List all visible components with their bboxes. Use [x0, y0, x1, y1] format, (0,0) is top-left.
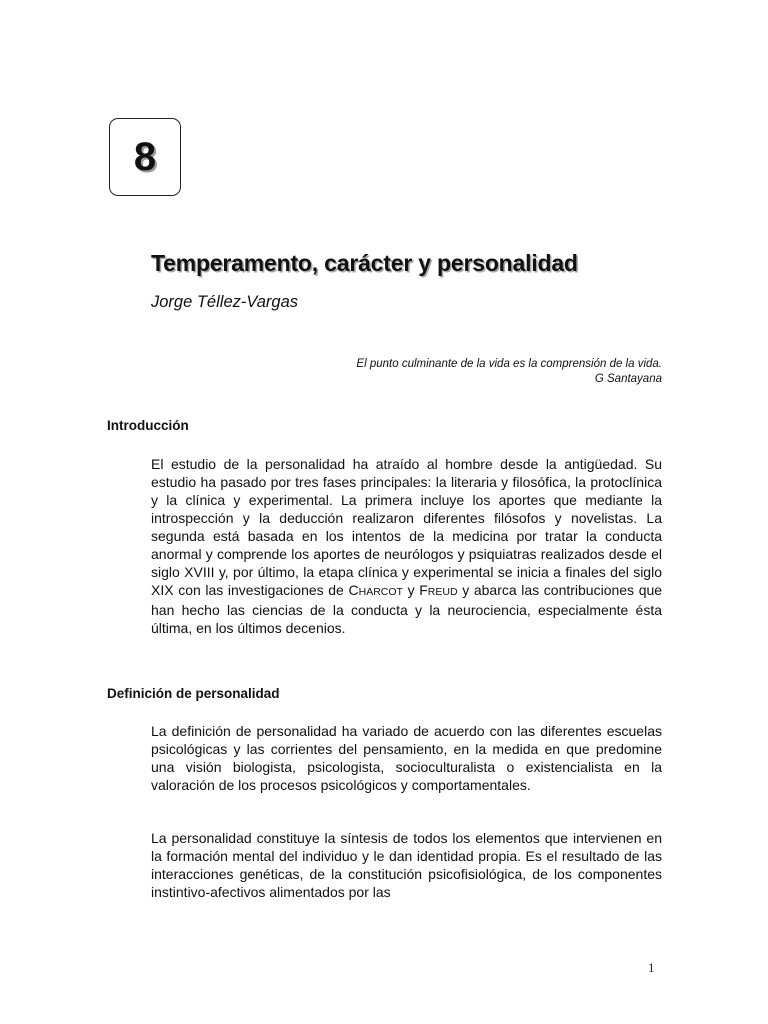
- section-heading-introduccion: Introducción: [107, 418, 189, 433]
- epigraph-attribution: G Santayana: [594, 373, 662, 385]
- intro-text-part1: El estudio de la personalidad ha atraído al hombre desde la antigüedad. Su estudio ha pasado por tres fases principales: la literaria y filosófica, la protoclínica y la clínica y experimental. La primera incluye los aportes que mediante la introspección y la deducción realizaron diferentes filósofos y novelistas. La segunda está basada en los intentos de la medicina por tratar la conducta anormal y comprende los aportes de neurólogos y psiquiatras realizados desde el siglo XVIII y, por último, la etapa clínica y experimental se inicia a finales del siglo XIX con las investigaciones de: [151, 456, 662, 598]
- name-charcot: CHARCOT: [348, 582, 403, 598]
- author-name: Jorge Téllez-Vargas: [151, 293, 299, 311]
- epigraph: [300, 357, 662, 387]
- definition-paragraph-2: La personalidad constituye la síntesis de todos los elementos que intervienen en la formación mental del individuo y le dan identidad propia. Es el resultado de las interacciones genéticas, de la constitución psicofisiológica, de los componentes instintivo-afectivos alimentados por las: [151, 830, 662, 900]
- epigraph-quote: El punto culminante de la vida es la comprensión de la vida.: [356, 358, 662, 370]
- name-freud: FREUD: [419, 582, 458, 598]
- intro-paragraph: [151, 455, 662, 637]
- definition-paragraph-1: La definición de personalidad ha variado de acuerdo con las diferentes escuelas psicológicas y las corrientes del pensamiento, en la medida en que predomine una visión biologista, psicologista, socioculturalista o existencialista en la valoración de los procesos psicológicos y comportamentales.: [151, 723, 662, 793]
- page-number: 1: [648, 960, 655, 975]
- intro-text-part2: y abarca las contribuciones que han hecho las ciencias de la conducta y la neurociencia, especialmente ésta última, en los últimos decenios.: [151, 582, 663, 636]
- chapter-number-box: [109, 118, 181, 196]
- conjunction: y: [407, 582, 415, 598]
- chapter-title: Temperamento, carácter y personalidad: [151, 250, 578, 276]
- section-heading-definicion: Definición de personalidad: [107, 686, 280, 701]
- chapter-number: 8: [133, 134, 157, 179]
